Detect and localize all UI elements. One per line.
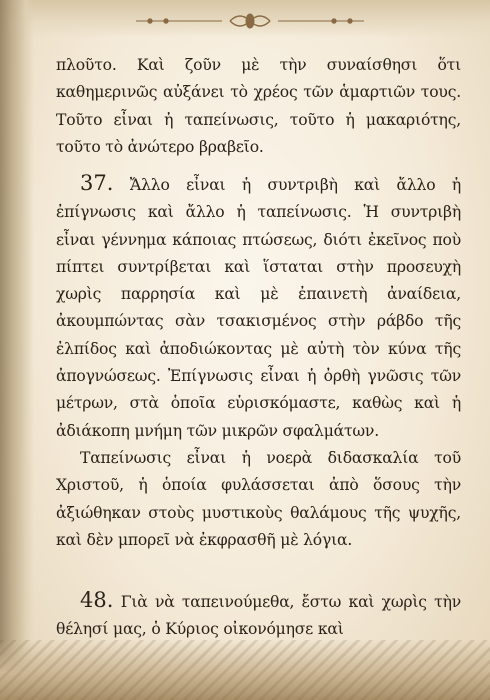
paragraph-37b: Ταπείνωσις εἶναι ἡ νοερὰ διδασκαλία τοῦ Χριστοῦ, ἡ ὁποία φυλάσσεται ἀπὸ ὅσους τὴν ἀξιώθηκαν στοὺς μυστικοὺς θαλάμους τῆς ψυχῆς, καὶ δὲν μπορεῖ νὰ ἐκφρασθῆ μὲ λόγια.: [56, 448, 461, 549]
header-decoration: [0, 0, 490, 38]
paragraph-number-48: 48.: [80, 588, 114, 612]
paragraph-37-text: Ἄλλο εἶναι ἡ συντριβὴ καὶ ἄλλο ἡ ἐπίγνωσις καὶ ἄλλο ἡ ταπείνωσις. Ἡ συντριβὴ εἶναι γέννημα κάποιας πτώσεως, διότι ἐκεῖνος ποὺ πίπτει συντρίβεται καὶ ἵσταται στὴν προσευχὴ χωρὶς παρρησία καὶ μὲ ἐπαινετὴ ἀναίδεια, ἀκουμπώντας σὰν τσακισμένος στὴν ράβδο τῆς ἐλπίδος καὶ ἀποδιώκοντας μὲ αὐτὴ τὸν κύνα τῆς ἀπογνώσεως. Ἐπίγνωσις εἶναι ἡ ὀρθὴ γνῶσις τῶν μέτρων, στὰ ὁποῖα εὑρισκόμαστε, καθὼς καὶ ἡ ἀδιάκοπη μνήμη τῶν μικρῶν σφαλμάτων.: [56, 176, 461, 440]
paragraph-48-text: Γιὰ νὰ ταπεινούμεθα, ἔστω καὶ χωρὶς τὴν θέλησί μας, ὁ Κύριος οἰκονόμησε καὶ: [56, 593, 462, 639]
paragraph-continuation: πλοῦτο. Καὶ ζοῦν μὲ τὴν συναίσθησι ὅτι καθημερινῶς αὐξάνει τὸ χρέος τῶν ἁμαρτιῶν τους. Τοῦτο εἶναι ἡ ταπείνωσις, τοῦτο ἡ μακαριότης, τοῦτο τὸ ἀνώτερο βραβεῖο.: [56, 56, 461, 156]
paragraph-48: [56, 587, 461, 644]
left-border-shadow: [0, 0, 34, 700]
footer-decoration: [0, 640, 490, 700]
paragraph-37: [56, 170, 461, 445]
text-block-2: [56, 170, 461, 554]
paragraph-number-37: 37.: [80, 171, 114, 195]
text-block-3: [56, 587, 461, 644]
text-block-1: [56, 52, 461, 161]
ornament-icon: [130, 8, 370, 34]
